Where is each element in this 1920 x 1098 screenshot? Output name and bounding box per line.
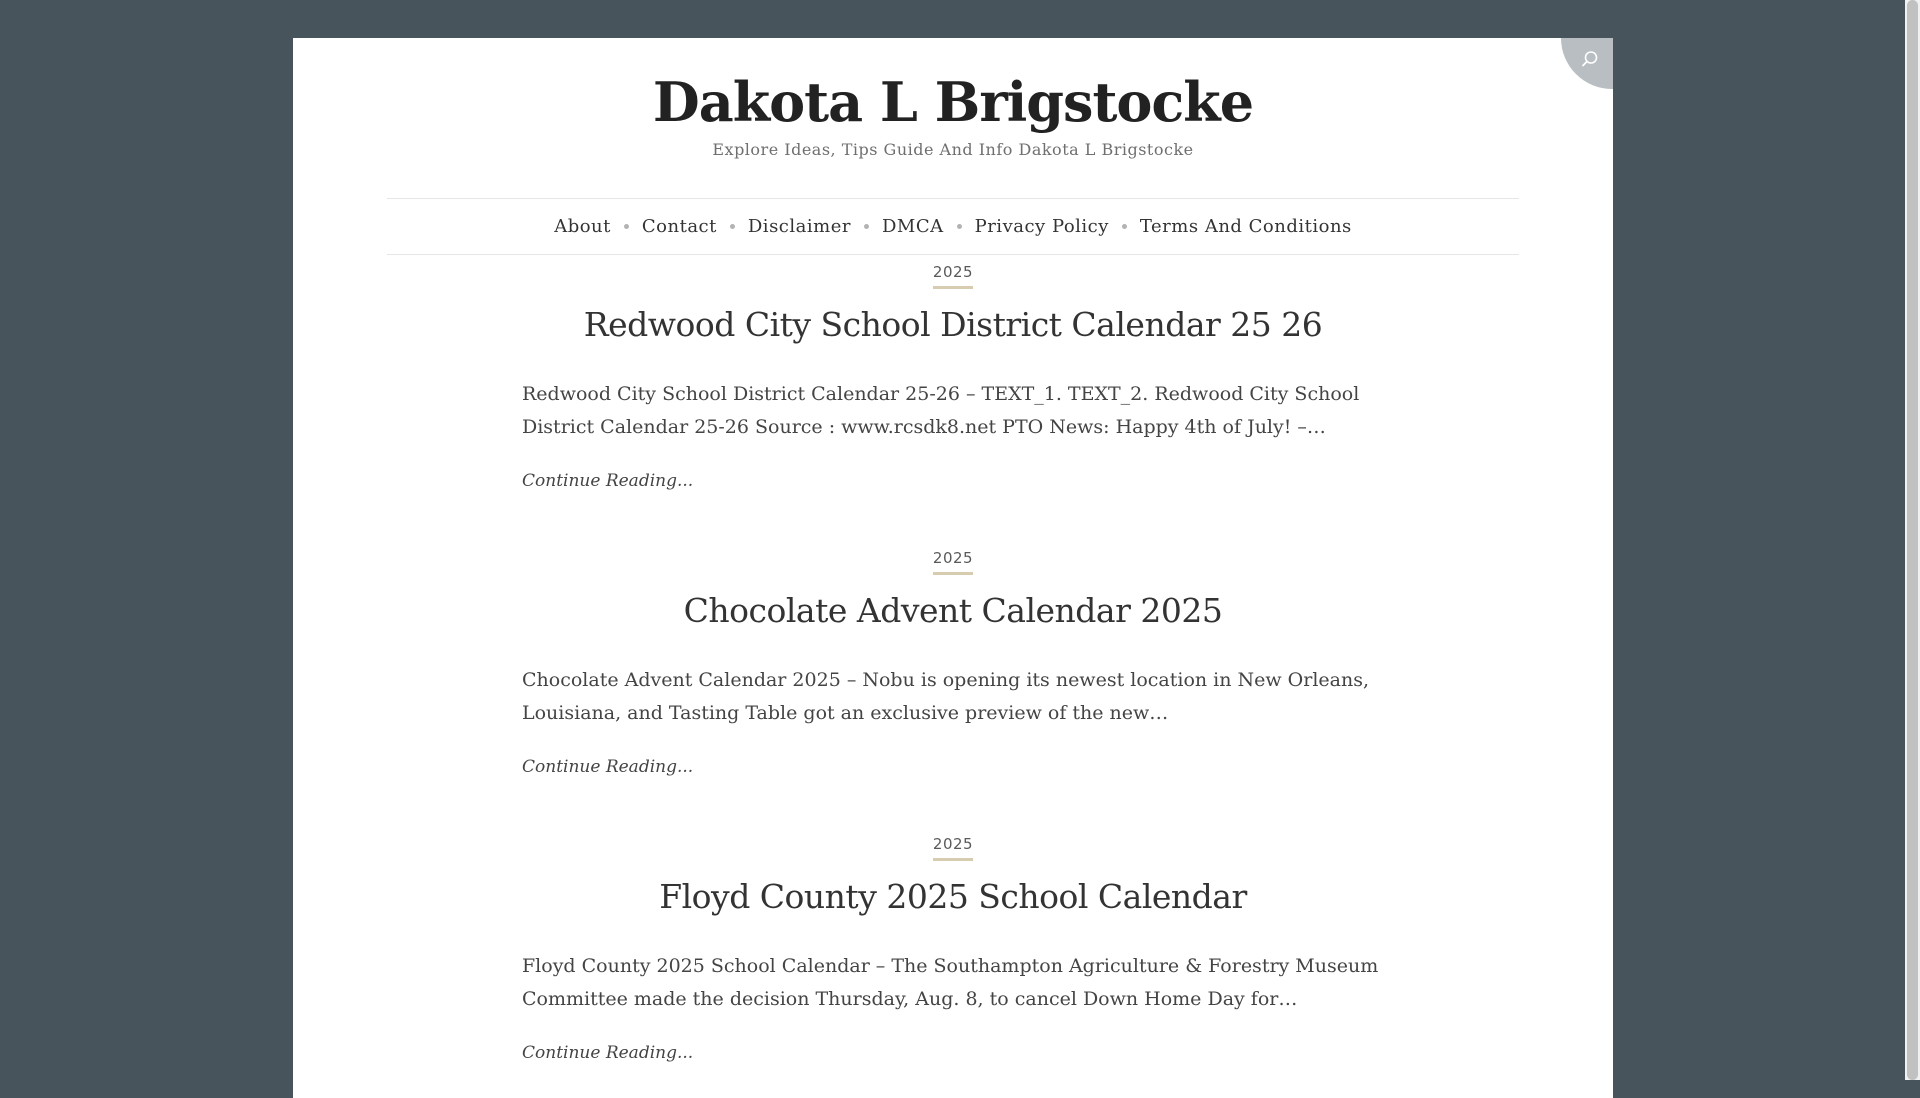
site-header: [293, 38, 1613, 159]
post-title[interactable]: Floyd County 2025 School Calendar: [659, 877, 1247, 916]
nav-separator: [1122, 224, 1127, 229]
post-category[interactable]: 2025: [933, 263, 973, 289]
site-title[interactable]: Dakota L Brigstocke: [652, 70, 1254, 134]
post-excerpt: Redwood City School District Calendar 25-26 – TEXT_1. TEXT_2. Redwood City School District Calendar 25-26 Source : www.rcsdk8.net PTO News: Happy 4th of July! –…: [522, 383, 1360, 438]
post-card: [293, 835, 1613, 1063]
scrollbar[interactable]: [1905, 0, 1920, 1080]
nav-item-about[interactable]: About: [554, 216, 611, 237]
nav-item-privacy-policy[interactable]: Privacy Policy: [974, 216, 1109, 237]
nav-item-terms[interactable]: Terms And Conditions: [1139, 216, 1352, 237]
nav-separator: [864, 224, 869, 229]
post-category[interactable]: 2025: [933, 549, 973, 575]
nav-separator: [624, 224, 629, 229]
nav-item-contact[interactable]: Contact: [641, 216, 717, 237]
post-excerpt: Floyd County 2025 School Calendar – The Southampton Agriculture & Forestry Museum Committee made the decision Thursday, Aug. 8, to cancel Down Home Day for…: [522, 955, 1379, 1010]
page-container: [293, 38, 1613, 1098]
continue-reading-link[interactable]: Continue Reading...: [522, 471, 694, 491]
nav-item-dmca[interactable]: DMCA: [881, 216, 944, 237]
nav-separator: [957, 224, 962, 229]
site-tagline: Explore Ideas, Tips Guide And Info Dakota L Brigstocke: [712, 140, 1194, 160]
post-excerpt: Chocolate Advent Calendar 2025 – Nobu is opening its newest location in New Orleans, Louisiana, and Tasting Table got an exclusive preview of the new…: [522, 669, 1370, 724]
nav-separator: [730, 224, 735, 229]
post-category[interactable]: 2025: [933, 835, 973, 861]
scrollbar-thumb[interactable]: [1907, 0, 1918, 1080]
post-title[interactable]: Redwood City School District Calendar 25 26: [583, 305, 1323, 344]
post-title[interactable]: Chocolate Advent Calendar 2025: [683, 591, 1223, 630]
continue-reading-link[interactable]: Continue Reading...: [522, 1043, 694, 1063]
nav-item-disclaimer[interactable]: Disclaimer: [747, 216, 851, 237]
post-card: [293, 263, 1613, 491]
continue-reading-link[interactable]: Continue Reading...: [522, 757, 694, 777]
search-icon: [1581, 50, 1599, 68]
main-navigation: [387, 198, 1519, 255]
post-card: [293, 549, 1613, 777]
